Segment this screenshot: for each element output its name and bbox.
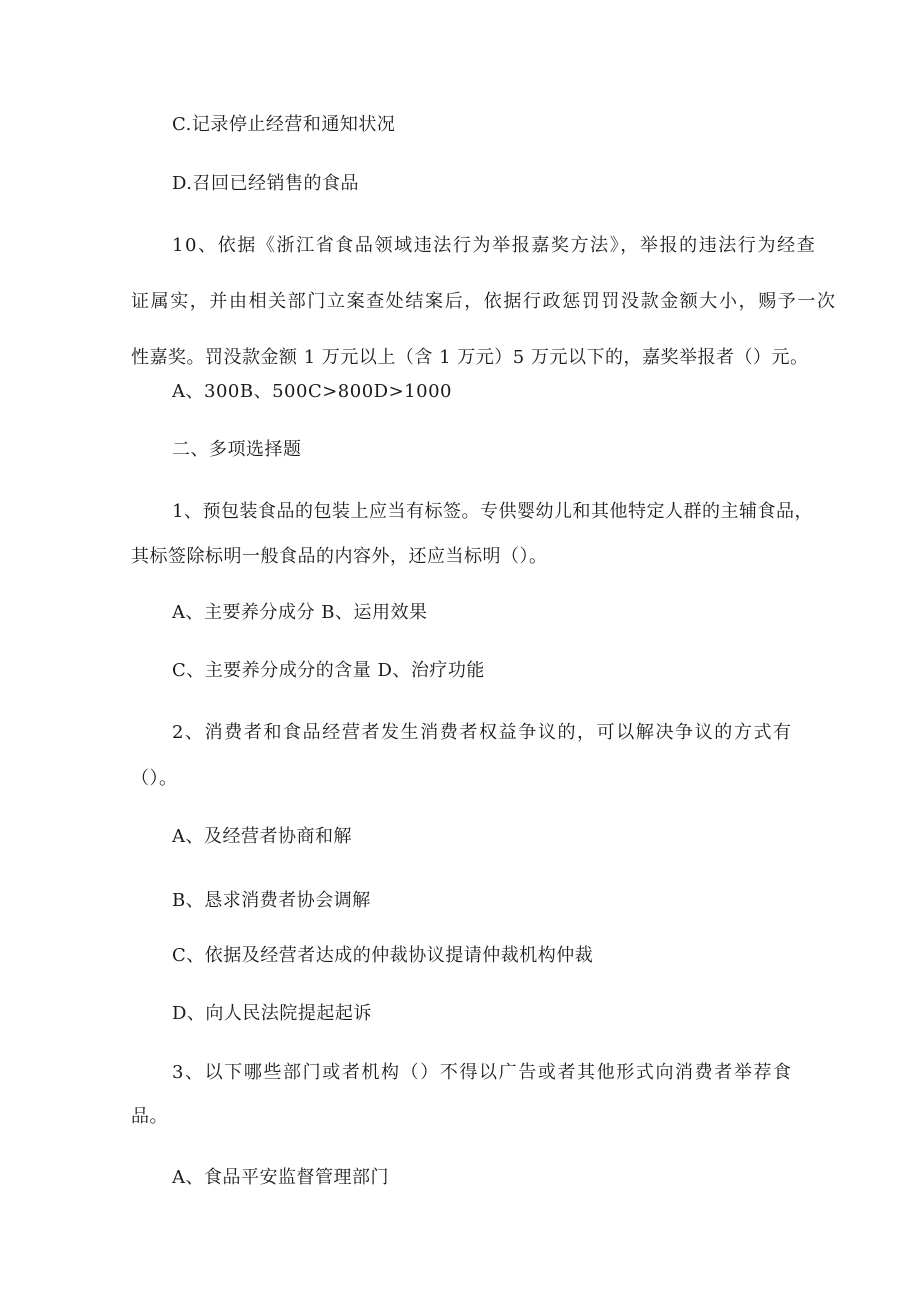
question-1-line-1: 1、预包装食品的包装上应当有标签。专供婴幼儿和其他特定人群的主辅食品， <box>172 501 813 522</box>
question-10-line-3: 性嘉奖。罚没款金额 1 万元以上（含 1 万元）5 万元以下的，嘉奖举报者（）元。 <box>131 347 809 368</box>
option-d-q9: D.召回已经销售的食品 <box>172 173 360 194</box>
question-2-option-a: A、及经营者协商和解 <box>172 826 352 847</box>
option-c-q9: C.记录停止经营和通知状况 <box>172 114 396 135</box>
question-3-option-a: A、食品平安监督管理部门 <box>172 1167 389 1188</box>
question-2-option-c: C、依据及经营者达成的仲裁协议提请仲裁机构仲裁 <box>172 945 594 966</box>
question-3-line-2: 品。 <box>131 1106 168 1127</box>
question-10-options: A、300B、500C>800D>1000 <box>172 381 452 402</box>
question-2-option-d: D、向人民法院提起起诉 <box>172 1003 372 1024</box>
question-10-line-2: 证属实，并由相关部门立案查处结案后，依据行政惩罚罚没款金额大小，赐予一次 <box>131 291 837 312</box>
question-1-line-2: 其标签除标明一般食品的内容外，还应当标明（）。 <box>131 546 548 567</box>
question-3-line-1: 3、以下哪些部门或者机构（）不得以广告或者其他形式向消费者举荐食 <box>172 1062 793 1083</box>
question-10-line-1: 10、依据《浙江省食品领域违法行为举报嘉奖方法》，举报的违法行为经查 <box>172 235 817 256</box>
question-1-options-ab: A、主要养分成分 B、运用效果 <box>172 602 428 623</box>
question-2-line-1: 2、消费者和食品经营者发生消费者权益争议的，可以解决争议的方式有 <box>172 722 793 743</box>
question-2-option-b: B、恳求消费者协会调解 <box>172 890 371 911</box>
question-2-line-2: （）。 <box>131 768 178 789</box>
section-heading-multiple-choice: 二、多项选择题 <box>172 439 302 460</box>
question-1-options-cd: C、主要养分成分的含量 D、治疗功能 <box>172 660 485 681</box>
